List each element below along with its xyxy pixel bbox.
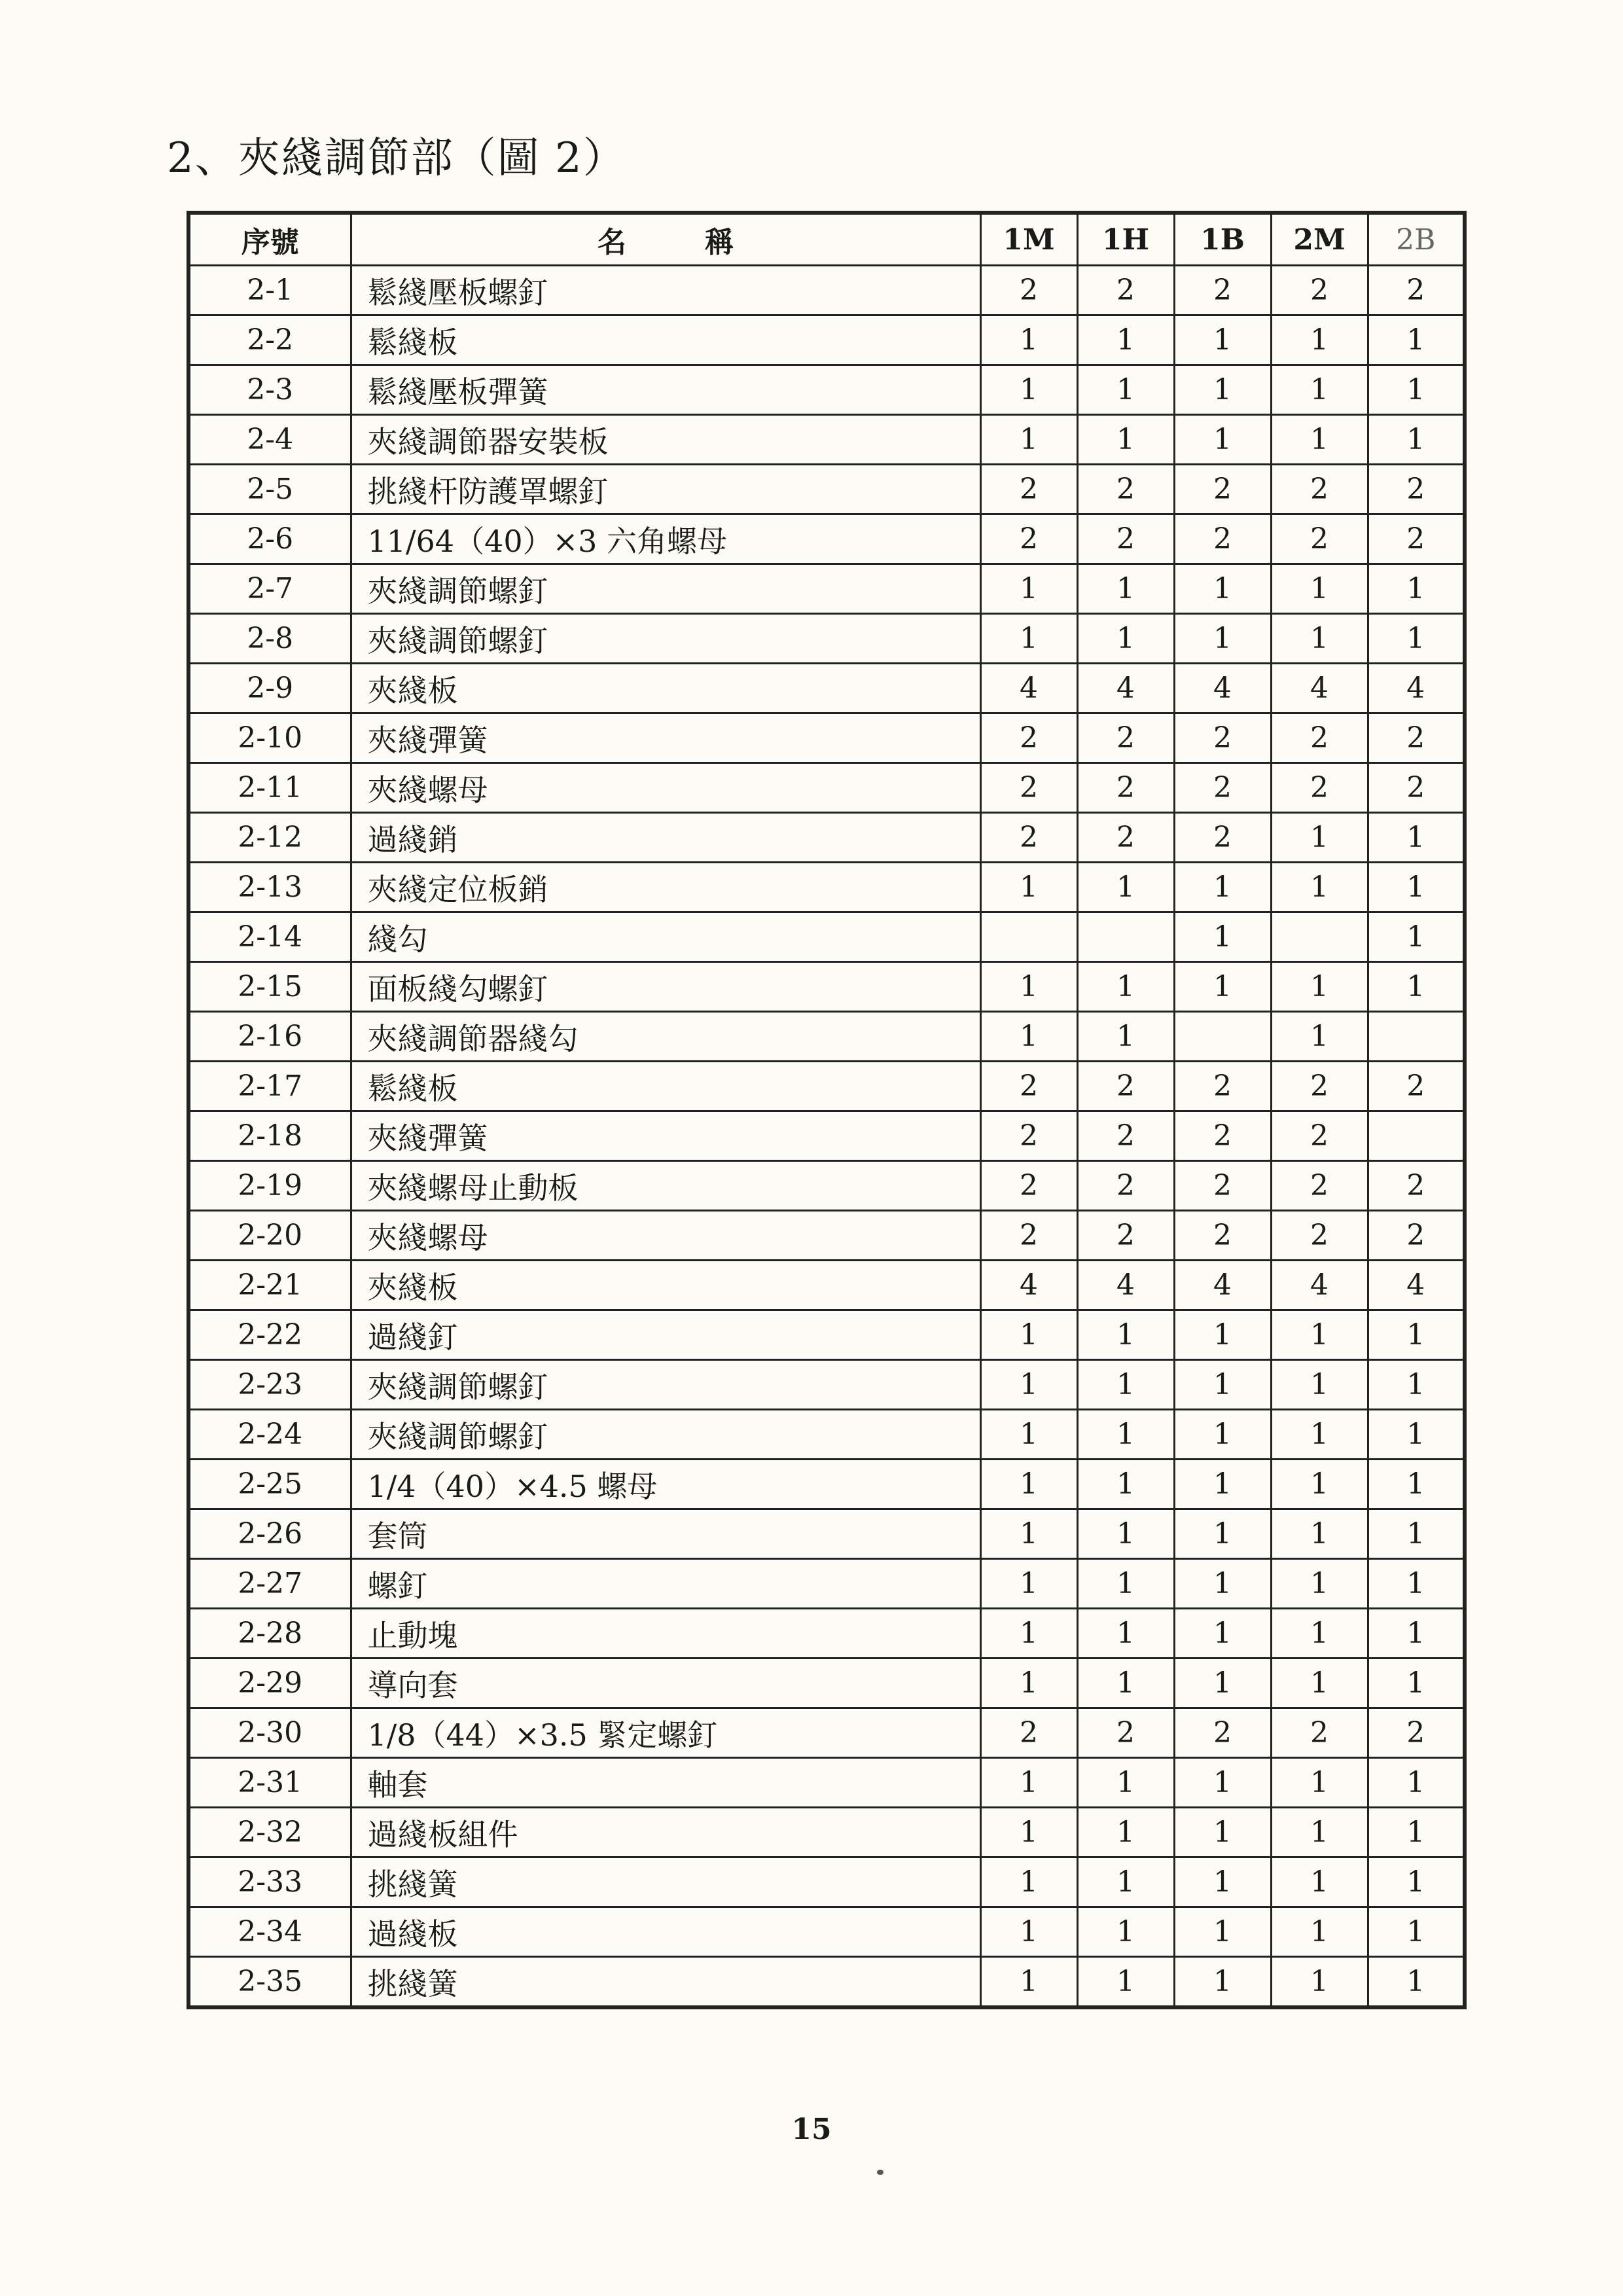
cell-qty: 2 <box>1368 1062 1465 1111</box>
cell-qty: 1 <box>980 365 1077 415</box>
cell-qty: 1 <box>980 1360 1077 1410</box>
table-row <box>188 1808 1465 1857</box>
cell-no: 2-9 <box>188 664 351 713</box>
cell-no: 2-22 <box>188 1310 351 1360</box>
header-model-1m: 1M <box>980 213 1077 266</box>
cell-name: 鬆綫板 <box>351 1062 980 1111</box>
cell-name: 套筒 <box>351 1509 980 1559</box>
table-row <box>188 863 1465 912</box>
cell-qty: 1 <box>1077 564 1174 614</box>
cell-qty: 1 <box>1174 1907 1271 1957</box>
table-row <box>188 1957 1465 2008</box>
cell-qty: 2 <box>1368 1708 1465 1758</box>
cell-qty: 1 <box>1077 614 1174 664</box>
cell-name: 夾綫彈簧 <box>351 713 980 763</box>
cell-no: 2-5 <box>188 465 351 514</box>
cell-qty: 2 <box>980 514 1077 564</box>
table-row <box>188 1410 1465 1460</box>
cell-no: 2-19 <box>188 1161 351 1211</box>
cell-name: 挑綫杆防護罩螺釘 <box>351 465 980 514</box>
cell-qty: 2 <box>1077 465 1174 514</box>
cell-name: 面板綫勾螺釘 <box>351 962 980 1012</box>
cell-qty: 4 <box>980 1261 1077 1310</box>
cell-qty: 1 <box>980 1012 1077 1062</box>
cell-qty: 2 <box>980 1161 1077 1211</box>
cell-qty: 1 <box>1174 863 1271 912</box>
cell-qty: 1 <box>1368 315 1465 365</box>
cell-qty: 1 <box>1174 1460 1271 1509</box>
cell-qty: 1 <box>1368 1310 1465 1360</box>
cell-no: 2-33 <box>188 1857 351 1907</box>
cell-qty: 1 <box>1368 1559 1465 1609</box>
cell-no: 2-2 <box>188 315 351 365</box>
cell-qty: 1 <box>980 315 1077 365</box>
table-row <box>188 1559 1465 1609</box>
table-row <box>188 1261 1465 1310</box>
cell-qty: 1 <box>1174 614 1271 664</box>
cell-name: 鬆綫壓板螺釘 <box>351 266 980 315</box>
table-row <box>188 564 1465 614</box>
cell-no: 2-35 <box>188 1957 351 2008</box>
cell-qty: 1 <box>1271 1758 1368 1808</box>
cell-qty: 1 <box>1368 415 1465 465</box>
cell-qty: 2 <box>1368 266 1465 315</box>
header-model-2b: 2B <box>1368 213 1465 266</box>
header-model-2m: 2M <box>1271 213 1368 266</box>
cell-no: 2-30 <box>188 1708 351 1758</box>
cell-qty: 2 <box>1271 713 1368 763</box>
cell-qty: 4 <box>1271 1261 1368 1310</box>
cell-qty: 1 <box>1077 1460 1174 1509</box>
cell-qty: 1 <box>1174 1808 1271 1857</box>
cell-qty: 1 <box>1077 1907 1174 1957</box>
cell-qty <box>1368 1012 1465 1062</box>
cell-qty: 2 <box>1368 1211 1465 1261</box>
cell-qty: 1 <box>1271 1012 1368 1062</box>
cell-qty: 1 <box>1077 1957 1174 2008</box>
table-row <box>188 1460 1465 1509</box>
cell-qty: 2 <box>980 266 1077 315</box>
cell-qty: 1 <box>980 1957 1077 2008</box>
cell-qty: 1 <box>980 1857 1077 1907</box>
cell-qty: 4 <box>1077 1261 1174 1310</box>
cell-qty: 1 <box>980 1410 1077 1460</box>
cell-no: 2-1 <box>188 266 351 315</box>
print-speck <box>877 2170 883 2175</box>
table-row <box>188 962 1465 1012</box>
cell-qty: 2 <box>1077 1708 1174 1758</box>
cell-qty: 2 <box>1271 763 1368 813</box>
table-row <box>188 1509 1465 1559</box>
cell-qty: 4 <box>1368 1261 1465 1310</box>
cell-qty: 1 <box>1271 1460 1368 1509</box>
cell-qty: 1 <box>1174 1310 1271 1360</box>
cell-name: 過綫板 <box>351 1907 980 1957</box>
cell-qty: 1 <box>1368 1857 1465 1907</box>
cell-qty: 4 <box>1174 1261 1271 1310</box>
cell-qty: 2 <box>1271 514 1368 564</box>
table-row <box>188 813 1465 863</box>
cell-no: 2-26 <box>188 1509 351 1559</box>
cell-no: 2-16 <box>188 1012 351 1062</box>
cell-qty: 2 <box>1174 1708 1271 1758</box>
cell-qty: 1 <box>1368 564 1465 614</box>
cell-no: 2-18 <box>188 1111 351 1161</box>
table-row <box>188 1062 1465 1111</box>
cell-qty: 1 <box>980 564 1077 614</box>
cell-qty: 4 <box>1271 664 1368 713</box>
cell-qty: 1 <box>1174 1410 1271 1460</box>
cell-qty: 2 <box>1271 1111 1368 1161</box>
cell-qty: 1 <box>980 962 1077 1012</box>
cell-no: 2-7 <box>188 564 351 614</box>
cell-no: 2-34 <box>188 1907 351 1957</box>
cell-qty: 1 <box>1368 912 1465 962</box>
cell-qty: 1 <box>980 1460 1077 1509</box>
cell-qty: 1 <box>980 1659 1077 1708</box>
cell-qty: 1 <box>1271 365 1368 415</box>
cell-name: 過綫銷 <box>351 813 980 863</box>
cell-qty <box>980 912 1077 962</box>
cell-name: 夾綫調節器安裝板 <box>351 415 980 465</box>
cell-qty: 1 <box>1077 1360 1174 1410</box>
table-row <box>188 266 1465 315</box>
cell-qty: 1 <box>1077 365 1174 415</box>
cell-qty: 1 <box>980 1808 1077 1857</box>
cell-qty: 2 <box>1077 1062 1174 1111</box>
table-row <box>188 614 1465 664</box>
cell-qty: 2 <box>1368 465 1465 514</box>
cell-name: 止動塊 <box>351 1609 980 1659</box>
cell-qty: 2 <box>980 713 1077 763</box>
cell-qty: 2 <box>1271 1211 1368 1261</box>
cell-name: 1/4（40）×4.5 螺母 <box>351 1460 980 1509</box>
cell-qty: 1 <box>980 614 1077 664</box>
cell-qty: 1 <box>1174 1609 1271 1659</box>
cell-qty: 1 <box>1077 415 1174 465</box>
cell-qty: 1 <box>1368 1460 1465 1509</box>
cell-name: 鬆綫壓板彈簧 <box>351 365 980 415</box>
table-row <box>188 1907 1465 1957</box>
cell-qty: 2 <box>1174 465 1271 514</box>
cell-name: 夾綫螺母止動板 <box>351 1161 980 1211</box>
cell-qty: 1 <box>1174 1957 1271 2008</box>
cell-qty: 2 <box>1174 763 1271 813</box>
cell-name: 夾綫定位板銷 <box>351 863 980 912</box>
cell-qty: 1 <box>1271 614 1368 664</box>
cell-qty: 1 <box>980 863 1077 912</box>
table-row <box>188 1659 1465 1708</box>
cell-qty: 1 <box>980 1559 1077 1609</box>
cell-qty: 1 <box>1174 1559 1271 1609</box>
cell-qty: 1 <box>1368 1659 1465 1708</box>
cell-name: 過綫釘 <box>351 1310 980 1360</box>
cell-no: 2-6 <box>188 514 351 564</box>
cell-name: 1/8（44）×3.5 緊定螺釘 <box>351 1708 980 1758</box>
cell-qty: 1 <box>1077 1012 1174 1062</box>
cell-qty: 1 <box>1368 1410 1465 1460</box>
cell-qty: 1 <box>1271 415 1368 465</box>
cell-qty: 2 <box>1077 514 1174 564</box>
cell-name: 夾綫調節螺釘 <box>351 1410 980 1460</box>
cell-qty: 2 <box>1271 266 1368 315</box>
cell-no: 2-13 <box>188 863 351 912</box>
cell-qty: 2 <box>1174 1062 1271 1111</box>
table-row <box>188 1161 1465 1211</box>
table-row <box>188 1758 1465 1808</box>
cell-qty: 1 <box>1368 1509 1465 1559</box>
cell-qty <box>1271 912 1368 962</box>
cell-name: 夾綫螺母 <box>351 1211 980 1261</box>
cell-name: 夾綫彈簧 <box>351 1111 980 1161</box>
cell-no: 2-27 <box>188 1559 351 1609</box>
cell-qty: 1 <box>1271 1310 1368 1360</box>
cell-name: 11/64（40）×3 六角螺母 <box>351 514 980 564</box>
cell-qty: 2 <box>1077 1211 1174 1261</box>
table-row <box>188 1211 1465 1261</box>
cell-qty: 2 <box>1077 266 1174 315</box>
cell-qty: 1 <box>1077 1310 1174 1360</box>
cell-name: 鬆綫板 <box>351 315 980 365</box>
cell-qty: 4 <box>1077 664 1174 713</box>
cell-qty: 2 <box>1174 1161 1271 1211</box>
cell-name: 挑綫簧 <box>351 1857 980 1907</box>
table-row <box>188 763 1465 813</box>
cell-qty: 1 <box>1174 1509 1271 1559</box>
cell-qty: 1 <box>1174 415 1271 465</box>
cell-name: 夾綫調節螺釘 <box>351 614 980 664</box>
cell-no: 2-11 <box>188 763 351 813</box>
cell-qty: 2 <box>1174 514 1271 564</box>
header-no: 序號 <box>188 213 351 266</box>
cell-qty: 1 <box>1368 1360 1465 1410</box>
cell-qty: 1 <box>980 1509 1077 1559</box>
cell-qty: 1 <box>1271 1659 1368 1708</box>
cell-qty: 1 <box>1368 1758 1465 1808</box>
table-row <box>188 365 1465 415</box>
cell-qty: 2 <box>1077 713 1174 763</box>
cell-qty: 2 <box>1077 763 1174 813</box>
cell-name: 挑綫簧 <box>351 1957 980 2008</box>
cell-no: 2-3 <box>188 365 351 415</box>
cell-qty: 2 <box>980 763 1077 813</box>
cell-qty: 1 <box>1077 315 1174 365</box>
cell-qty: 1 <box>1271 564 1368 614</box>
cell-qty: 1 <box>1368 813 1465 863</box>
parts-table <box>187 211 1467 2009</box>
cell-qty: 1 <box>1368 1907 1465 1957</box>
cell-no: 2-4 <box>188 415 351 465</box>
cell-qty: 1 <box>1271 1907 1368 1957</box>
table-row <box>188 1857 1465 1907</box>
cell-qty: 1 <box>1271 1609 1368 1659</box>
header-model-1b: 1B <box>1174 213 1271 266</box>
cell-qty: 1 <box>1077 1559 1174 1609</box>
cell-name: 夾綫調節螺釘 <box>351 1360 980 1410</box>
cell-qty: 1 <box>1077 1410 1174 1460</box>
cell-qty: 4 <box>1368 664 1465 713</box>
cell-no: 2-15 <box>188 962 351 1012</box>
cell-no: 2-23 <box>188 1360 351 1410</box>
cell-qty: 1 <box>1077 1857 1174 1907</box>
cell-qty: 1 <box>1174 1758 1271 1808</box>
cell-qty: 2 <box>1368 713 1465 763</box>
cell-qty: 1 <box>1174 912 1271 962</box>
cell-qty: 1 <box>980 1758 1077 1808</box>
cell-qty: 1 <box>1077 1609 1174 1659</box>
table-row <box>188 1609 1465 1659</box>
table-row <box>188 912 1465 962</box>
table-body <box>188 266 1465 2008</box>
cell-qty: 1 <box>1077 1659 1174 1708</box>
cell-no: 2-8 <box>188 614 351 664</box>
cell-qty: 1 <box>1077 863 1174 912</box>
cell-name: 夾綫螺母 <box>351 763 980 813</box>
page-title: 2、夾綫調節部（圖 2） <box>167 134 626 183</box>
cell-qty: 1 <box>1368 1609 1465 1659</box>
cell-qty: 2 <box>1271 465 1368 514</box>
table-row <box>188 1310 1465 1360</box>
cell-qty: 2 <box>1368 514 1465 564</box>
cell-qty: 2 <box>1271 1708 1368 1758</box>
table-row <box>188 1360 1465 1410</box>
header-name: 名稱 <box>351 213 980 266</box>
table-row <box>188 713 1465 763</box>
cell-qty: 1 <box>1174 315 1271 365</box>
cell-qty <box>1077 912 1174 962</box>
cell-name: 螺釘 <box>351 1559 980 1609</box>
cell-qty: 1 <box>1271 1808 1368 1857</box>
page-number: 15 <box>791 2113 832 2146</box>
cell-name: 夾綫調節螺釘 <box>351 564 980 614</box>
cell-qty: 1 <box>980 1310 1077 1360</box>
cell-qty: 1 <box>1271 1410 1368 1460</box>
cell-qty: 2 <box>1174 1211 1271 1261</box>
cell-qty: 2 <box>1174 1111 1271 1161</box>
cell-qty: 1 <box>1368 962 1465 1012</box>
cell-qty: 2 <box>1368 763 1465 813</box>
cell-qty: 1 <box>1077 962 1174 1012</box>
cell-no: 2-12 <box>188 813 351 863</box>
table-row <box>188 315 1465 365</box>
cell-qty: 1 <box>1174 564 1271 614</box>
cell-name: 導向套 <box>351 1659 980 1708</box>
cell-qty: 1 <box>1271 1509 1368 1559</box>
table-row <box>188 1708 1465 1758</box>
cell-no: 2-32 <box>188 1808 351 1857</box>
cell-qty: 1 <box>980 1907 1077 1957</box>
cell-qty <box>1174 1012 1271 1062</box>
cell-qty: 1 <box>980 415 1077 465</box>
cell-qty: 2 <box>980 813 1077 863</box>
cell-qty: 2 <box>1077 813 1174 863</box>
cell-qty: 1 <box>1368 863 1465 912</box>
cell-no: 2-24 <box>188 1410 351 1460</box>
cell-qty: 2 <box>980 1211 1077 1261</box>
cell-qty: 2 <box>980 1062 1077 1111</box>
cell-no: 2-20 <box>188 1211 351 1261</box>
cell-name: 夾綫調節器綫勾 <box>351 1012 980 1062</box>
cell-qty: 1 <box>1077 1808 1174 1857</box>
table-row <box>188 465 1465 514</box>
table-row <box>188 1012 1465 1062</box>
cell-no: 2-28 <box>188 1609 351 1659</box>
cell-name: 軸套 <box>351 1758 980 1808</box>
table-row <box>188 1111 1465 1161</box>
cell-qty: 1 <box>1271 1957 1368 2008</box>
cell-qty: 2 <box>1271 1062 1368 1111</box>
cell-qty: 1 <box>1271 1360 1368 1410</box>
cell-qty: 2 <box>980 465 1077 514</box>
cell-qty: 1 <box>1077 1758 1174 1808</box>
cell-qty: 4 <box>980 664 1077 713</box>
cell-qty: 1 <box>1368 365 1465 415</box>
cell-qty: 2 <box>980 1708 1077 1758</box>
cell-qty: 1 <box>1174 1360 1271 1410</box>
cell-no: 2-31 <box>188 1758 351 1808</box>
table-header-row <box>188 213 1465 266</box>
cell-qty: 2 <box>1271 1161 1368 1211</box>
cell-qty: 2 <box>1174 713 1271 763</box>
cell-qty: 2 <box>1174 266 1271 315</box>
header-model-1h: 1H <box>1077 213 1174 266</box>
cell-qty: 2 <box>1077 1161 1174 1211</box>
cell-name: 夾綫板 <box>351 664 980 713</box>
cell-no: 2-21 <box>188 1261 351 1310</box>
cell-no: 2-17 <box>188 1062 351 1111</box>
cell-no: 2-10 <box>188 713 351 763</box>
cell-qty: 1 <box>1271 1857 1368 1907</box>
cell-qty: 1 <box>1174 1857 1271 1907</box>
cell-qty: 1 <box>1271 1559 1368 1609</box>
cell-qty: 4 <box>1174 664 1271 713</box>
cell-qty: 1 <box>1271 863 1368 912</box>
table-row <box>188 514 1465 564</box>
cell-no: 2-25 <box>188 1460 351 1509</box>
cell-qty: 2 <box>1368 1161 1465 1211</box>
cell-qty: 1 <box>1174 962 1271 1012</box>
cell-qty: 2 <box>1174 813 1271 863</box>
cell-qty <box>1368 1111 1465 1161</box>
cell-qty: 1 <box>980 1609 1077 1659</box>
cell-name: 夾綫板 <box>351 1261 980 1310</box>
cell-qty: 2 <box>980 1111 1077 1161</box>
cell-qty: 1 <box>1368 1808 1465 1857</box>
cell-qty: 1 <box>1077 1509 1174 1559</box>
cell-qty: 1 <box>1368 614 1465 664</box>
table-row <box>188 415 1465 465</box>
cell-no: 2-29 <box>188 1659 351 1708</box>
cell-qty: 1 <box>1174 365 1271 415</box>
cell-qty: 1 <box>1271 962 1368 1012</box>
cell-name: 過綫板組件 <box>351 1808 980 1857</box>
cell-name: 綫勾 <box>351 912 980 962</box>
cell-no: 2-14 <box>188 912 351 962</box>
table-row <box>188 664 1465 713</box>
cell-qty: 1 <box>1271 813 1368 863</box>
cell-qty: 1 <box>1368 1957 1465 2008</box>
cell-qty: 1 <box>1174 1659 1271 1708</box>
cell-qty: 2 <box>1077 1111 1174 1161</box>
cell-qty: 1 <box>1271 315 1368 365</box>
